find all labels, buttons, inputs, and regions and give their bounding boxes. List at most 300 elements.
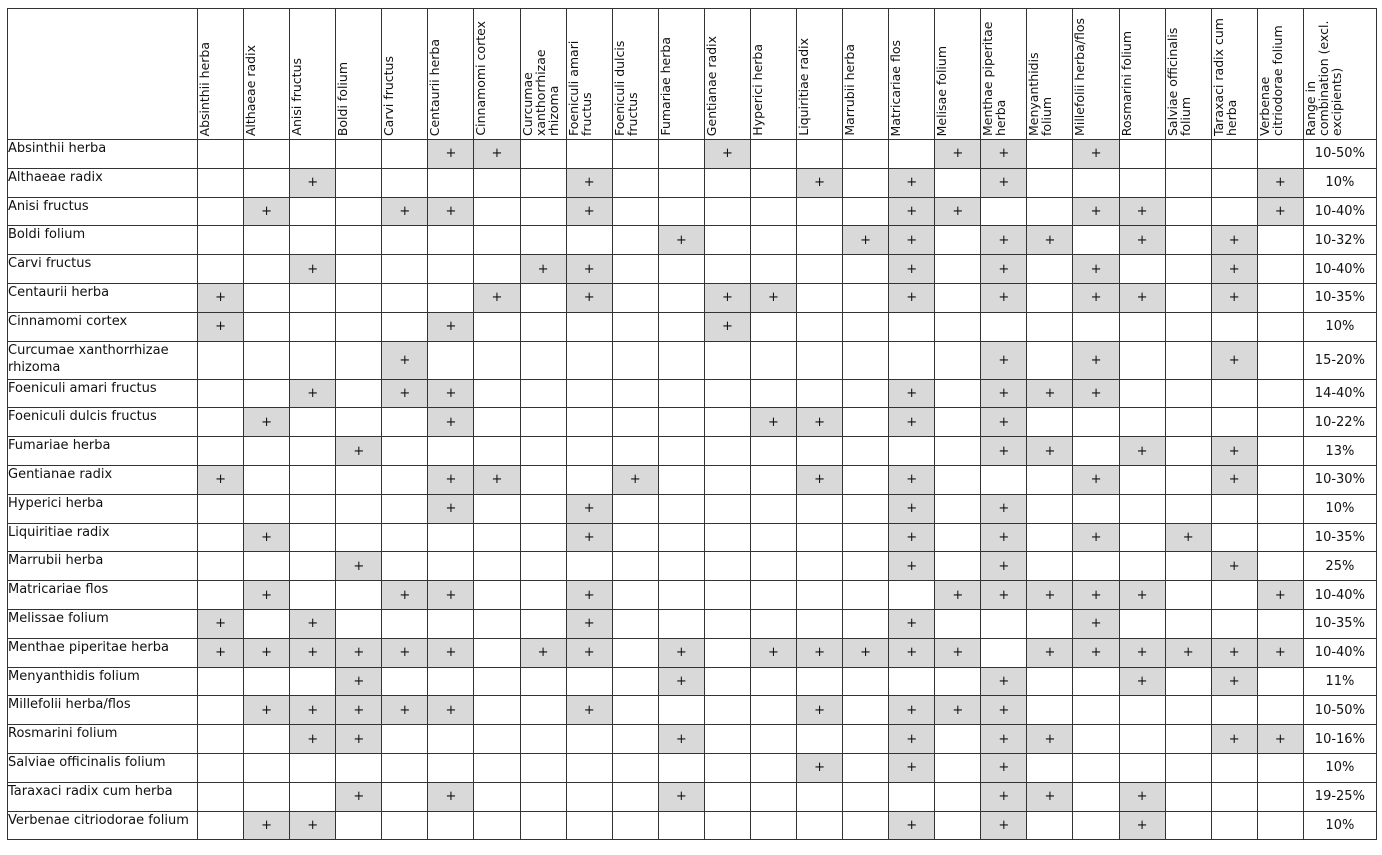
empty-cell	[474, 312, 520, 341]
empty-cell	[474, 197, 520, 226]
column-header	[658, 9, 704, 140]
combination-mark-cell: +	[382, 696, 428, 725]
empty-cell	[750, 609, 796, 638]
column-header	[1119, 9, 1165, 140]
empty-cell	[520, 197, 566, 226]
empty-cell	[198, 168, 244, 197]
combination-mark-cell: +	[566, 283, 612, 312]
combination-mark-cell: +	[428, 140, 474, 169]
empty-cell	[1211, 379, 1257, 408]
combination-mark-cell: +	[1211, 226, 1257, 255]
empty-cell	[843, 408, 889, 437]
table-row	[8, 197, 1377, 226]
empty-cell	[658, 408, 704, 437]
empty-cell	[244, 312, 290, 341]
empty-cell	[520, 725, 566, 754]
empty-cell	[797, 609, 843, 638]
empty-cell	[474, 408, 520, 437]
empty-cell	[1027, 283, 1073, 312]
table-row	[8, 437, 1377, 466]
combination-mark-cell: +	[889, 197, 935, 226]
combination-mark-cell: +	[797, 168, 843, 197]
empty-cell	[290, 581, 336, 610]
table-row	[8, 312, 1377, 341]
empty-cell	[704, 696, 750, 725]
empty-cell	[843, 609, 889, 638]
empty-cell	[520, 696, 566, 725]
empty-cell	[843, 811, 889, 840]
empty-cell	[1073, 667, 1119, 696]
empty-cell	[290, 523, 336, 552]
empty-cell	[382, 552, 428, 581]
combination-mark-cell: +	[1027, 226, 1073, 255]
empty-cell	[382, 811, 428, 840]
empty-cell	[1211, 581, 1257, 610]
combination-mark-cell: +	[981, 494, 1027, 523]
empty-cell	[1257, 494, 1303, 523]
row-label: Centaurii herba	[8, 283, 198, 312]
empty-cell	[474, 379, 520, 408]
empty-cell	[1211, 168, 1257, 197]
empty-cell	[843, 465, 889, 494]
empty-cell	[981, 312, 1027, 341]
empty-cell	[981, 609, 1027, 638]
row-label: Fumariae herba	[8, 437, 198, 466]
combination-mark-cell: +	[1257, 638, 1303, 667]
empty-cell	[382, 523, 428, 552]
combination-mark-cell: +	[889, 408, 935, 437]
empty-cell	[244, 283, 290, 312]
empty-cell	[198, 408, 244, 437]
empty-cell	[797, 552, 843, 581]
empty-cell	[1027, 197, 1073, 226]
combination-mark-cell: +	[244, 638, 290, 667]
empty-cell	[566, 408, 612, 437]
empty-cell	[428, 226, 474, 255]
combination-mark-cell: +	[889, 226, 935, 255]
empty-cell	[428, 753, 474, 782]
empty-cell	[843, 581, 889, 610]
range-cell: 10-16%	[1303, 725, 1376, 754]
combination-mark-cell: +	[1119, 667, 1165, 696]
empty-cell	[382, 667, 428, 696]
empty-cell	[290, 465, 336, 494]
combination-mark-cell: +	[935, 197, 981, 226]
empty-cell	[474, 782, 520, 811]
empty-cell	[474, 437, 520, 466]
column-header	[474, 9, 520, 140]
empty-cell	[1119, 465, 1165, 494]
empty-cell	[1119, 379, 1165, 408]
empty-cell	[474, 552, 520, 581]
combination-mark-cell: +	[1027, 638, 1073, 667]
column-header-label: Menthae piperitae herba	[980, 21, 1009, 136]
empty-cell	[935, 667, 981, 696]
empty-cell	[843, 283, 889, 312]
empty-cell	[520, 811, 566, 840]
empty-cell	[336, 140, 382, 169]
empty-cell	[1257, 696, 1303, 725]
empty-cell	[198, 494, 244, 523]
empty-cell	[336, 581, 382, 610]
empty-cell	[612, 581, 658, 610]
empty-cell	[1257, 465, 1303, 494]
combination-mark-cell: +	[750, 638, 796, 667]
empty-cell	[797, 197, 843, 226]
combination-mark-cell: +	[935, 581, 981, 610]
combination-mark-cell: +	[1027, 379, 1073, 408]
empty-cell	[428, 255, 474, 284]
empty-cell	[750, 523, 796, 552]
combination-mark-cell: +	[336, 552, 382, 581]
combination-mark-cell: +	[1073, 379, 1119, 408]
empty-cell	[658, 197, 704, 226]
range-cell: 10-32%	[1303, 226, 1376, 255]
empty-cell	[1027, 255, 1073, 284]
column-header-label: Melisae folium	[934, 45, 950, 136]
combination-mark-cell: +	[382, 581, 428, 610]
empty-cell	[336, 465, 382, 494]
empty-cell	[843, 255, 889, 284]
empty-cell	[981, 197, 1027, 226]
empty-cell	[474, 523, 520, 552]
empty-cell	[382, 437, 428, 466]
column-header-label: Carvi fructus	[381, 55, 397, 136]
empty-cell	[1119, 408, 1165, 437]
empty-cell	[1165, 283, 1211, 312]
empty-cell	[797, 523, 843, 552]
range-cell: 10-22%	[1303, 408, 1376, 437]
column-header-label: Matricariae flos	[888, 39, 904, 136]
empty-cell	[889, 782, 935, 811]
empty-cell	[935, 811, 981, 840]
combination-mark-cell: +	[290, 696, 336, 725]
combination-mark-cell: +	[981, 437, 1027, 466]
row-label: Matricariae flos	[8, 581, 198, 610]
combination-mark-cell: +	[198, 609, 244, 638]
empty-cell	[797, 283, 843, 312]
empty-cell	[336, 341, 382, 379]
range-cell: 10%	[1303, 811, 1376, 840]
empty-cell	[750, 667, 796, 696]
empty-cell	[843, 725, 889, 754]
column-header-label: Anisi fructus	[289, 58, 305, 136]
combination-mark-cell: +	[566, 581, 612, 610]
empty-cell	[244, 609, 290, 638]
empty-cell	[1119, 552, 1165, 581]
combination-mark-cell: +	[566, 255, 612, 284]
combination-mark-cell: +	[889, 168, 935, 197]
empty-cell	[935, 552, 981, 581]
combination-mark-cell: +	[935, 140, 981, 169]
empty-cell	[704, 609, 750, 638]
empty-cell	[935, 609, 981, 638]
range-cell: 10-50%	[1303, 140, 1376, 169]
column-header-label: Millefolii herba/flos	[1072, 18, 1088, 136]
column-header	[290, 9, 336, 140]
empty-cell	[704, 379, 750, 408]
combination-mark-cell: +	[1073, 523, 1119, 552]
range-cell: 10-35%	[1303, 609, 1376, 638]
empty-cell	[750, 552, 796, 581]
row-label: Rosmarini folium	[8, 725, 198, 754]
empty-cell	[290, 226, 336, 255]
combination-mark-cell: +	[981, 408, 1027, 437]
combination-mark-cell: +	[981, 255, 1027, 284]
combination-mark-cell: +	[797, 753, 843, 782]
combination-table	[7, 8, 1377, 840]
empty-cell	[843, 552, 889, 581]
combination-mark-cell: +	[797, 696, 843, 725]
empty-cell	[428, 609, 474, 638]
empty-cell	[750, 341, 796, 379]
empty-cell	[474, 255, 520, 284]
combination-mark-cell: +	[290, 811, 336, 840]
empty-cell	[612, 341, 658, 379]
empty-cell	[750, 255, 796, 284]
combination-mark-cell: +	[336, 437, 382, 466]
empty-cell	[1027, 696, 1073, 725]
column-header-label: Rosmarini folium	[1118, 30, 1134, 136]
column-header	[1027, 9, 1073, 140]
combination-mark-cell: +	[244, 408, 290, 437]
combination-mark-cell: +	[1073, 283, 1119, 312]
empty-cell	[1073, 782, 1119, 811]
empty-cell	[658, 283, 704, 312]
combination-mark-cell: +	[290, 168, 336, 197]
empty-cell	[1165, 312, 1211, 341]
empty-cell	[1073, 725, 1119, 754]
empty-cell	[1257, 226, 1303, 255]
combination-mark-cell: +	[889, 696, 935, 725]
row-label: Anisi fructus	[8, 197, 198, 226]
column-header-label: Althaeae radix	[243, 44, 259, 136]
empty-cell	[336, 255, 382, 284]
empty-cell	[566, 811, 612, 840]
combination-mark-cell: +	[981, 140, 1027, 169]
empty-cell	[336, 494, 382, 523]
empty-cell	[935, 226, 981, 255]
empty-cell	[566, 782, 612, 811]
range-cell: 10-40%	[1303, 581, 1376, 610]
empty-cell	[336, 168, 382, 197]
table-row	[8, 696, 1377, 725]
column-header	[1211, 9, 1257, 140]
empty-cell	[566, 226, 612, 255]
empty-cell	[843, 140, 889, 169]
empty-cell	[1073, 226, 1119, 255]
table-row	[8, 168, 1377, 197]
combination-mark-cell: +	[935, 696, 981, 725]
empty-cell	[797, 140, 843, 169]
empty-cell	[704, 552, 750, 581]
empty-cell	[1119, 255, 1165, 284]
combination-mark-cell: +	[889, 552, 935, 581]
empty-cell	[612, 168, 658, 197]
empty-cell	[336, 197, 382, 226]
empty-cell	[612, 753, 658, 782]
column-header-label: Curcumae xanthorrhizae rhizoma	[519, 49, 561, 136]
combination-mark-cell: +	[382, 341, 428, 379]
empty-cell	[843, 494, 889, 523]
combination-mark-cell: +	[428, 465, 474, 494]
combination-mark-cell: +	[244, 811, 290, 840]
empty-cell	[428, 667, 474, 696]
combination-mark-cell: +	[1073, 140, 1119, 169]
empty-cell	[658, 437, 704, 466]
empty-cell	[474, 581, 520, 610]
empty-cell	[935, 341, 981, 379]
combination-mark-cell: +	[981, 341, 1027, 379]
row-label: Absinthii herba	[8, 140, 198, 169]
combination-mark-cell: +	[981, 552, 1027, 581]
empty-cell	[244, 494, 290, 523]
empty-cell	[704, 408, 750, 437]
table-row	[8, 494, 1377, 523]
empty-cell	[612, 408, 658, 437]
empty-cell	[612, 379, 658, 408]
combination-mark-cell: +	[474, 283, 520, 312]
combination-mark-cell: +	[704, 283, 750, 312]
empty-cell	[1119, 312, 1165, 341]
empty-cell	[658, 523, 704, 552]
combination-mark-cell: +	[1165, 523, 1211, 552]
empty-cell	[244, 341, 290, 379]
row-label: Salviae officinalis folium	[8, 753, 198, 782]
combination-mark-cell: +	[889, 609, 935, 638]
empty-cell	[1257, 811, 1303, 840]
empty-cell	[1073, 753, 1119, 782]
column-header-label: Salviae officinalis folium	[1164, 27, 1193, 136]
empty-cell	[612, 283, 658, 312]
column-header-label: Boldi folium	[335, 61, 351, 136]
empty-cell	[612, 140, 658, 169]
range-cell: 25%	[1303, 552, 1376, 581]
empty-cell	[1211, 696, 1257, 725]
empty-cell	[198, 140, 244, 169]
combination-mark-cell: +	[1119, 197, 1165, 226]
empty-cell	[750, 782, 796, 811]
empty-cell	[704, 667, 750, 696]
empty-cell	[612, 226, 658, 255]
empty-cell	[198, 753, 244, 782]
table-row	[8, 581, 1377, 610]
empty-cell	[935, 312, 981, 341]
empty-cell	[290, 667, 336, 696]
empty-cell	[428, 341, 474, 379]
row-label: Althaeae radix	[8, 168, 198, 197]
empty-cell	[382, 255, 428, 284]
column-header	[704, 9, 750, 140]
empty-cell	[474, 341, 520, 379]
combination-mark-cell: +	[428, 638, 474, 667]
empty-cell	[1119, 696, 1165, 725]
empty-cell	[750, 312, 796, 341]
empty-cell	[520, 552, 566, 581]
table-row	[8, 638, 1377, 667]
empty-cell	[612, 312, 658, 341]
combination-mark-cell: +	[336, 696, 382, 725]
empty-cell	[382, 226, 428, 255]
combination-mark-cell: +	[1119, 226, 1165, 255]
empty-cell	[1211, 782, 1257, 811]
empty-cell	[1211, 197, 1257, 226]
table-row	[8, 283, 1377, 312]
column-header	[750, 9, 796, 140]
empty-cell	[566, 753, 612, 782]
combination-mark-cell: +	[704, 312, 750, 341]
empty-cell	[290, 312, 336, 341]
range-cell: 14-40%	[1303, 379, 1376, 408]
column-header	[1257, 9, 1303, 140]
combination-mark-cell: +	[566, 696, 612, 725]
table-row	[8, 667, 1377, 696]
empty-cell	[1257, 523, 1303, 552]
combination-mark-cell: +	[658, 667, 704, 696]
empty-cell	[1073, 168, 1119, 197]
empty-cell	[244, 465, 290, 494]
empty-cell	[658, 168, 704, 197]
row-label: Hyperici herba	[8, 494, 198, 523]
range-cell: 10-40%	[1303, 255, 1376, 284]
empty-cell	[198, 782, 244, 811]
empty-cell	[1211, 140, 1257, 169]
combination-mark-cell: +	[1073, 581, 1119, 610]
combination-mark-cell: +	[889, 638, 935, 667]
empty-cell	[1165, 725, 1211, 754]
empty-cell	[889, 667, 935, 696]
empty-cell	[474, 494, 520, 523]
combination-mark-cell: +	[889, 523, 935, 552]
range-cell: 15-20%	[1303, 341, 1376, 379]
combination-mark-cell: +	[428, 197, 474, 226]
combination-mark-cell: +	[981, 283, 1027, 312]
combination-mark-cell: +	[981, 725, 1027, 754]
empty-cell	[1165, 811, 1211, 840]
combination-mark-cell: +	[428, 696, 474, 725]
combination-mark-cell: +	[1027, 437, 1073, 466]
combination-mark-cell: +	[428, 581, 474, 610]
empty-cell	[520, 408, 566, 437]
empty-cell	[889, 581, 935, 610]
empty-cell	[658, 255, 704, 284]
empty-cell	[658, 494, 704, 523]
empty-cell	[382, 408, 428, 437]
row-label: Melissae folium	[8, 609, 198, 638]
empty-cell	[474, 638, 520, 667]
combination-mark-cell: +	[797, 465, 843, 494]
empty-cell	[612, 197, 658, 226]
empty-cell	[1027, 140, 1073, 169]
empty-cell	[1119, 168, 1165, 197]
combination-mark-cell: +	[797, 408, 843, 437]
empty-cell	[1027, 523, 1073, 552]
combination-mark-cell: +	[889, 811, 935, 840]
empty-cell	[750, 811, 796, 840]
empty-cell	[520, 782, 566, 811]
combination-mark-cell: +	[981, 379, 1027, 408]
combination-mark-cell: +	[198, 312, 244, 341]
empty-cell	[382, 725, 428, 754]
combination-mark-cell: +	[474, 140, 520, 169]
combination-mark-cell: +	[1073, 638, 1119, 667]
empty-cell	[750, 753, 796, 782]
combination-mark-cell: +	[1211, 725, 1257, 754]
empty-cell	[843, 667, 889, 696]
empty-cell	[244, 753, 290, 782]
empty-cell	[566, 552, 612, 581]
combination-mark-cell: +	[290, 379, 336, 408]
